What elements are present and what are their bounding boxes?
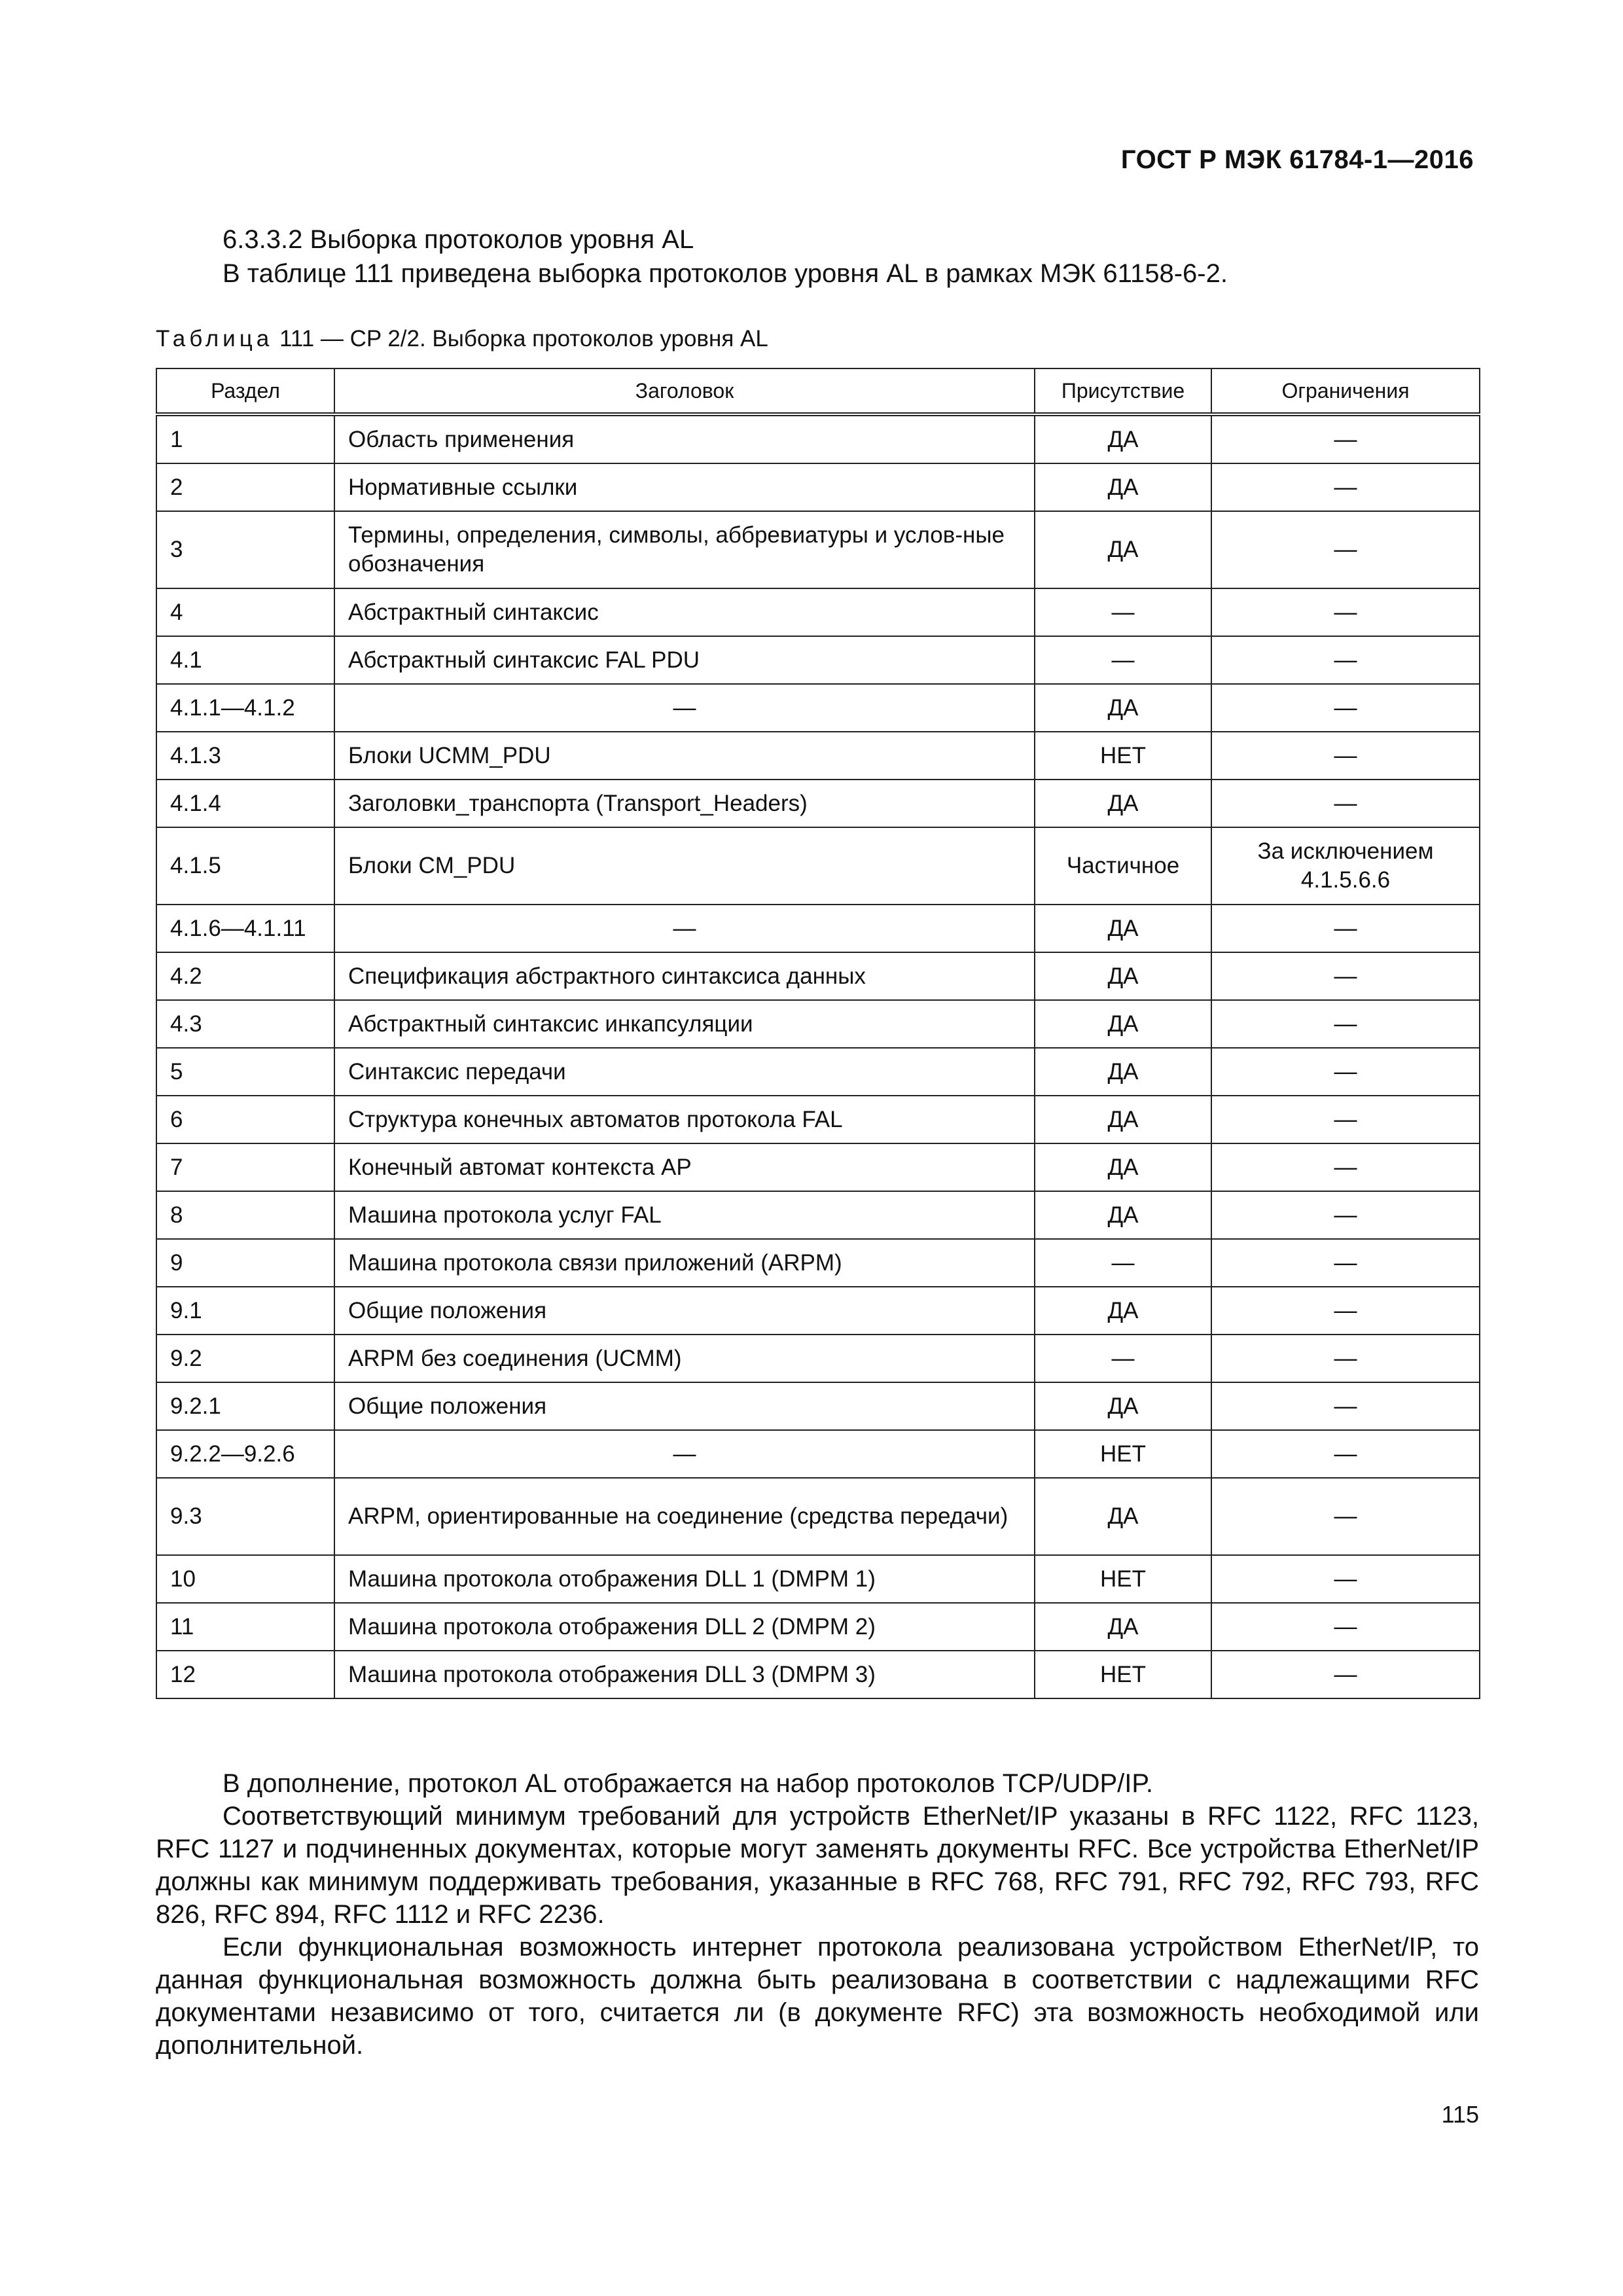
cell-restrictions: — [1211, 511, 1480, 588]
cell-section: 4 [156, 588, 334, 636]
cell-section: 9.3 [156, 1478, 334, 1555]
cell-presence: Частичное [1035, 827, 1211, 905]
cell-presence: НЕТ [1035, 1651, 1211, 1698]
table-row [156, 1603, 1480, 1651]
cell-title: — [334, 905, 1035, 952]
cell-presence: ДА [1035, 463, 1211, 511]
table-row [156, 780, 1480, 827]
cell-restrictions: — [1211, 684, 1480, 732]
table-row [156, 952, 1480, 1000]
cell-section: 8 [156, 1191, 334, 1239]
cell-presence: ДА [1035, 1603, 1211, 1651]
cell-section: 3 [156, 511, 334, 588]
cell-presence: ДА [1035, 905, 1211, 952]
table-row [156, 1555, 1480, 1603]
table-row [156, 684, 1480, 732]
cell-section: 2 [156, 463, 334, 511]
cell-restrictions: — [1211, 636, 1480, 684]
cell-title: Машина протокола связи приложений (ARPM) [334, 1239, 1035, 1287]
cell-title: Машина протокола отображения DLL 1 (DMPM 1) [334, 1555, 1035, 1603]
cell-section: 9.2.1 [156, 1382, 334, 1430]
cell-title: Структура конечных автоматов протокола FAL [334, 1096, 1035, 1143]
cell-section: 4.2 [156, 952, 334, 1000]
cell-restrictions: — [1211, 780, 1480, 827]
cell-restrictions: — [1211, 1382, 1480, 1430]
cell-title: Блоки CM_PDU [334, 827, 1035, 905]
table-row [156, 827, 1480, 905]
cell-title: Абстрактный синтаксис инкапсуляции [334, 1000, 1035, 1048]
section-intro: В таблице 111 приведена выборка протоколов уровня AL в рамках МЭК 61158-6-2. [223, 259, 1228, 288]
page-number: 115 [1441, 2101, 1479, 2128]
paragraph: В дополнение, протокол AL отображается на набор протоколов TCP/UDP/IP. [223, 1769, 1153, 1798]
table-caption-prefix: Таблица [156, 326, 274, 351]
cell-section: 4.3 [156, 1000, 334, 1048]
cell-restrictions: — [1211, 1603, 1480, 1651]
cell-presence: — [1035, 1239, 1211, 1287]
cell-presence: НЕТ [1035, 1555, 1211, 1603]
body-text [156, 1767, 1479, 2062]
cell-title: Область применения [334, 414, 1035, 463]
table-row [156, 511, 1480, 588]
table-row [156, 588, 1480, 636]
cell-section: 6 [156, 1096, 334, 1143]
cell-presence: ДА [1035, 1096, 1211, 1143]
table-row [156, 1239, 1480, 1287]
cell-presence: ДА [1035, 511, 1211, 588]
cell-section: 9 [156, 1239, 334, 1287]
table-row [156, 1382, 1480, 1430]
cell-section: 1 [156, 414, 334, 463]
cell-title: ARPM без соединения (UCMM) [334, 1335, 1035, 1382]
cell-presence: ДА [1035, 1287, 1211, 1335]
standard-header: ГОСТ Р МЭК 61784-1—2016 [1120, 145, 1474, 174]
table-row [156, 1000, 1480, 1048]
cell-restrictions: — [1211, 1430, 1480, 1478]
cell-restrictions: — [1211, 1000, 1480, 1048]
cell-title: Нормативные ссылки [334, 463, 1035, 511]
cell-restrictions: — [1211, 732, 1480, 780]
cell-title: Синтаксис передачи [334, 1048, 1035, 1096]
cell-title: Машина протокола отображения DLL 3 (DMPM 3) [334, 1651, 1035, 1698]
cell-section: 10 [156, 1555, 334, 1603]
cell-section: 9.2 [156, 1335, 334, 1382]
cell-restrictions: — [1211, 463, 1480, 511]
table-row [156, 905, 1480, 952]
cell-title: Заголовки_транспорта (Transport_Headers) [334, 780, 1035, 827]
cell-restrictions: — [1211, 1651, 1480, 1698]
cell-restrictions: — [1211, 1048, 1480, 1096]
cell-restrictions: — [1211, 1239, 1480, 1287]
cell-presence: ДА [1035, 780, 1211, 827]
cell-title: — [334, 1430, 1035, 1478]
cell-presence: НЕТ [1035, 1430, 1211, 1478]
cell-section: 5 [156, 1048, 334, 1096]
cell-restrictions: — [1211, 1287, 1480, 1335]
cell-presence: ДА [1035, 414, 1211, 463]
paragraph: Если функциональная возможность интернет протокола реализована устройством EtherNet/IP, то данная функциональная возможность должна быть реализована в соответствии с надлежащими RFC документами независимо от того, считается ли (в документе RFC) эта возможность необходимой или дополнительной. [156, 1933, 1479, 2060]
cell-title: Абстрактный синтаксис [334, 588, 1035, 636]
cell-restrictions: — [1211, 1335, 1480, 1382]
cell-title: Общие положения [334, 1382, 1035, 1430]
column-header-title: Заголовок [334, 368, 1035, 414]
cell-presence: НЕТ [1035, 732, 1211, 780]
cell-presence: ДА [1035, 952, 1211, 1000]
table-row [156, 463, 1480, 511]
cell-section: 12 [156, 1651, 334, 1698]
cell-presence: — [1035, 1335, 1211, 1382]
table-row [156, 414, 1480, 463]
cell-section: 4.1.4 [156, 780, 334, 827]
column-header-restrictions: Ограничения [1211, 368, 1480, 414]
cell-section: 4.1.3 [156, 732, 334, 780]
column-header-section: Раздел [156, 368, 334, 414]
cell-presence: ДА [1035, 1382, 1211, 1430]
cell-title: Термины, определения, символы, аббревиатуры и услов-ные обозначения [334, 511, 1035, 588]
table-row [156, 1191, 1480, 1239]
cell-presence: ДА [1035, 1478, 1211, 1555]
table-row [156, 1430, 1480, 1478]
cell-title: Общие положения [334, 1287, 1035, 1335]
paragraph: Соответствующий минимум требований для устройств EtherNet/IP указаны в RFC 1122, RFC 1123, RFC 1127 и подчиненных документах, которые могут заменять документы RFC. Все устройства EtherNet/IP должны как минимум поддерживать требования, указанные в RFC 768, RFC 791, RFC 792, RFC 793, RFC 826, RFC 894, RFC 1112 и RFC 2236. [156, 1802, 1479, 1929]
cell-section: 4.1.1—4.1.2 [156, 684, 334, 732]
cell-title: Машина протокола отображения DLL 2 (DMPM 2) [334, 1603, 1035, 1651]
cell-presence: ДА [1035, 1143, 1211, 1191]
cell-title: Абстрактный синтаксис FAL PDU [334, 636, 1035, 684]
cell-presence: — [1035, 636, 1211, 684]
cell-section: 9.2.2—9.2.6 [156, 1430, 334, 1478]
cell-restrictions: — [1211, 905, 1480, 952]
cell-title: Машина протокола услуг FAL [334, 1191, 1035, 1239]
cell-section: 4.1.5 [156, 827, 334, 905]
cell-section: 7 [156, 1143, 334, 1191]
table-row [156, 732, 1480, 780]
cell-restrictions: — [1211, 588, 1480, 636]
cell-title: Спецификация абстрактного синтаксиса данных [334, 952, 1035, 1000]
cell-section: 4.1 [156, 636, 334, 684]
cell-section: 9.1 [156, 1287, 334, 1335]
section-title: 6.3.3.2 Выборка протоколов уровня AL [223, 225, 694, 254]
column-header-presence: Присутствие [1035, 368, 1211, 414]
cell-restrictions: — [1211, 1096, 1480, 1143]
cell-restrictions: — [1211, 1143, 1480, 1191]
table-row [156, 1478, 1480, 1555]
cell-title: Блоки UCMM_PDU [334, 732, 1035, 780]
table-caption-text: 111 — CP 2/2. Выборка протоколов уровня AL [279, 326, 768, 351]
cell-title: Конечный автомат контекста AP [334, 1143, 1035, 1191]
cell-title: — [334, 684, 1035, 732]
cell-restrictions: — [1211, 1191, 1480, 1239]
cell-restrictions: — [1211, 952, 1480, 1000]
table-row [156, 1096, 1480, 1143]
cell-presence: — [1035, 588, 1211, 636]
table-row [156, 1651, 1480, 1698]
cell-section: 4.1.6—4.1.11 [156, 905, 334, 952]
table-header-row [156, 368, 1480, 414]
table-row [156, 1143, 1480, 1191]
protocol-table [156, 368, 1480, 1699]
cell-restrictions: — [1211, 1555, 1480, 1603]
table-row [156, 636, 1480, 684]
table-row [156, 1287, 1480, 1335]
cell-presence: ДА [1035, 1048, 1211, 1096]
table-row [156, 1048, 1480, 1096]
cell-restrictions: За исключением 4.1.5.6.6 [1211, 827, 1480, 905]
table-caption [156, 326, 768, 352]
cell-presence: ДА [1035, 1191, 1211, 1239]
table-row [156, 1335, 1480, 1382]
cell-section: 11 [156, 1603, 334, 1651]
cell-restrictions: — [1211, 414, 1480, 463]
cell-presence: ДА [1035, 1000, 1211, 1048]
cell-restrictions: — [1211, 1478, 1480, 1555]
cell-presence: ДА [1035, 684, 1211, 732]
cell-title: ARPM, ориентированные на соединение (средства передачи) [334, 1478, 1035, 1555]
